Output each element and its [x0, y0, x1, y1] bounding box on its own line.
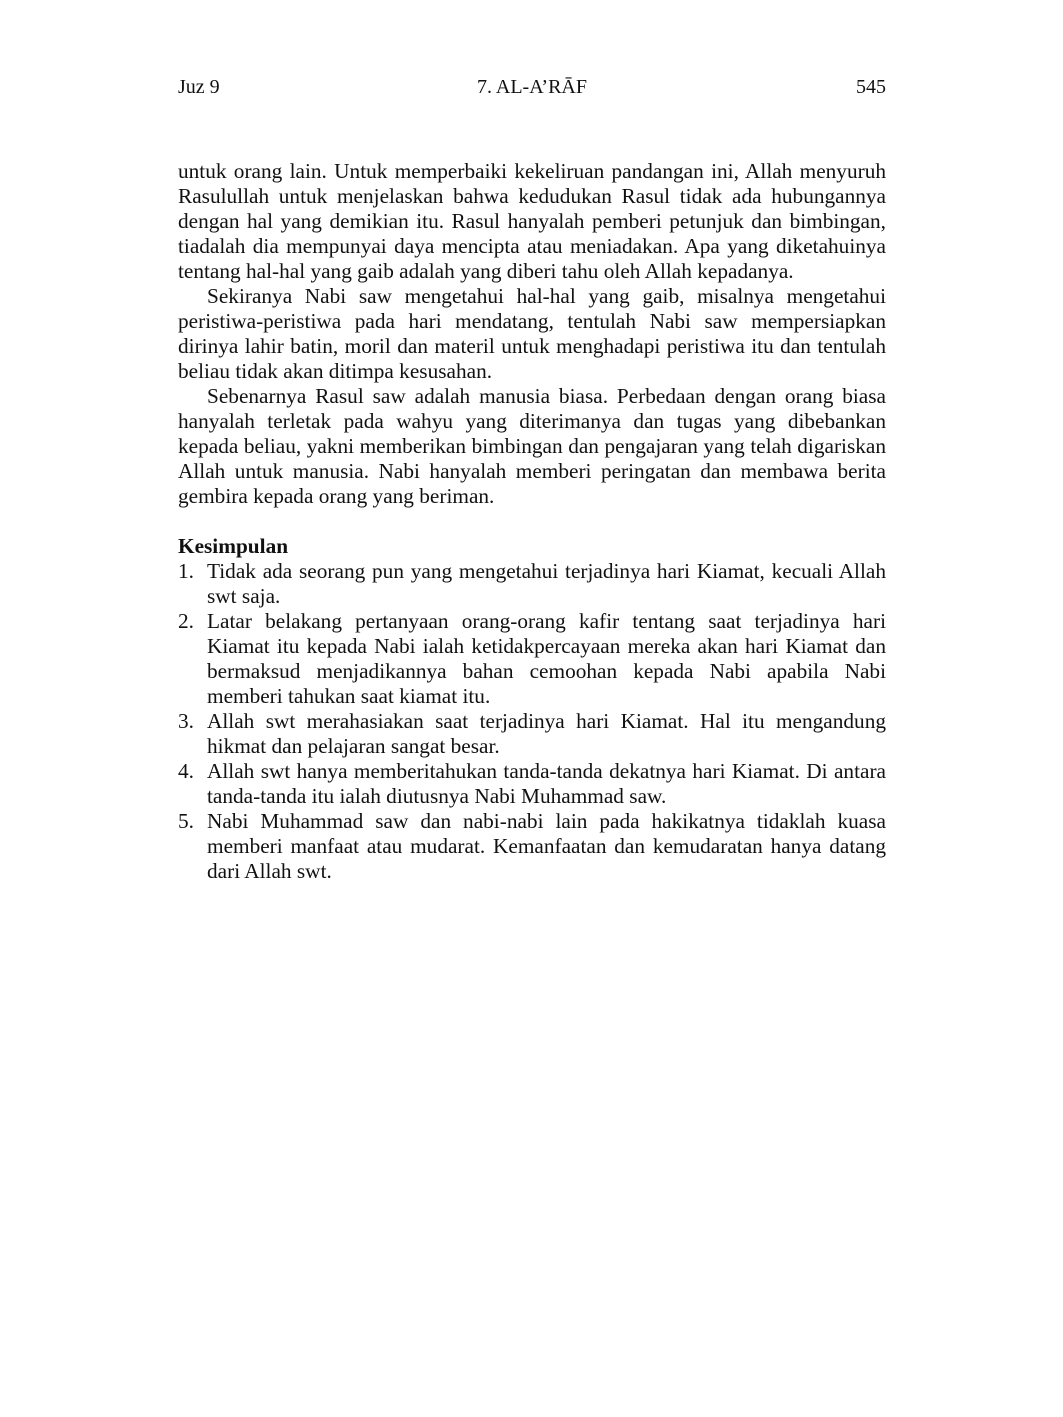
- header-surah-title: 7. AL-A’RĀF: [476, 76, 587, 98]
- list-item-number: 5.: [178, 809, 194, 833]
- page-number: 545: [856, 76, 886, 98]
- list-item-text: Tidak ada seorang pun yang mengetahui terjadinya hari Kiamat, kecuali Allah swt saja.: [207, 559, 886, 608]
- list-item-number: 3.: [178, 709, 194, 733]
- paragraph-2: Sekiranya Nabi saw mengetahui hal-hal yang gaib, misalnya mengetahui peristiwa-peristiwa pada hari mendatang, tentulah Nabi saw mempersiapkan dirinya lahir batin, moril dan materil untuk menghadapi peristiwa itu dan tentulah beliau tidak akan ditimpa kesusahan.: [178, 284, 886, 383]
- list-item: [178, 609, 886, 709]
- body-text: [178, 159, 886, 884]
- list-item: [178, 759, 886, 809]
- list-item-text: Nabi Muhammad saw dan nabi-nabi lain pada hakikatnya tidaklah kuasa memberi manfaat atau mudarat. Kemanfaatan dan kemudaratan hanya datang dari Allah swt.: [207, 809, 886, 883]
- list-item: [178, 559, 886, 609]
- list-item-text: Latar belakang pertanyaan orang-orang kafir tentang saat terjadinya hari Kiamat itu kepada Nabi ialah ketidakpercayaan mereka akan hari Kiamat dan bermaksud menjadikannya bahan cemoohan kepada Nabi apabila Nabi memberi tahukan saat kiamat itu.: [207, 609, 886, 708]
- paragraph-3: Sebenarnya Rasul saw adalah manusia biasa. Perbedaan dengan orang biasa hanyalah terletak pada wahyu yang diterimanya dan tugas yang dibebankan kepada beliau, yakni memberikan bimbingan dan pengajaran yang telah digariskan Allah untuk manusia. Nabi hanyalah memberi peringatan dan membawa berita gembira kepada orang yang beriman.: [178, 384, 886, 508]
- list-item-number: 1.: [178, 559, 194, 583]
- section-heading-kesimpulan: Kesimpulan: [178, 534, 289, 558]
- list-item-text: Allah swt merahasiakan saat terjadinya hari Kiamat. Hal itu mengandung hikmat dan pelajaran sangat besar.: [207, 709, 886, 758]
- running-header: [178, 76, 886, 102]
- list-item-number: 4.: [178, 759, 194, 783]
- list-item: [178, 809, 886, 884]
- list-item-number: 2.: [178, 609, 194, 633]
- list-item: [178, 709, 886, 759]
- paragraph-1: untuk orang lain. Untuk memperbaiki kekeliruan pandangan ini, Allah menyuruh Rasulullah untuk menjelaskan bahwa kedudukan Rasul tidak ada hubungannya dengan hal yang demikian itu. Rasul hanyalah pemberi petunjuk dan bimbingan, tiadalah dia mempunyai daya mencipta atau meniadakan. Apa yang diketahuinya tentang hal-hal yang gaib adalah yang diberi tahu oleh Allah kepadanya.: [178, 159, 886, 283]
- conclusion-list: [178, 559, 886, 884]
- header-juz: Juz 9: [178, 76, 220, 98]
- list-item-text: Allah swt hanya memberitahukan tanda-tanda dekatnya hari Kiamat. Di antara tanda-tanda itu ialah diutusnya Nabi Muhammad saw.: [207, 759, 886, 808]
